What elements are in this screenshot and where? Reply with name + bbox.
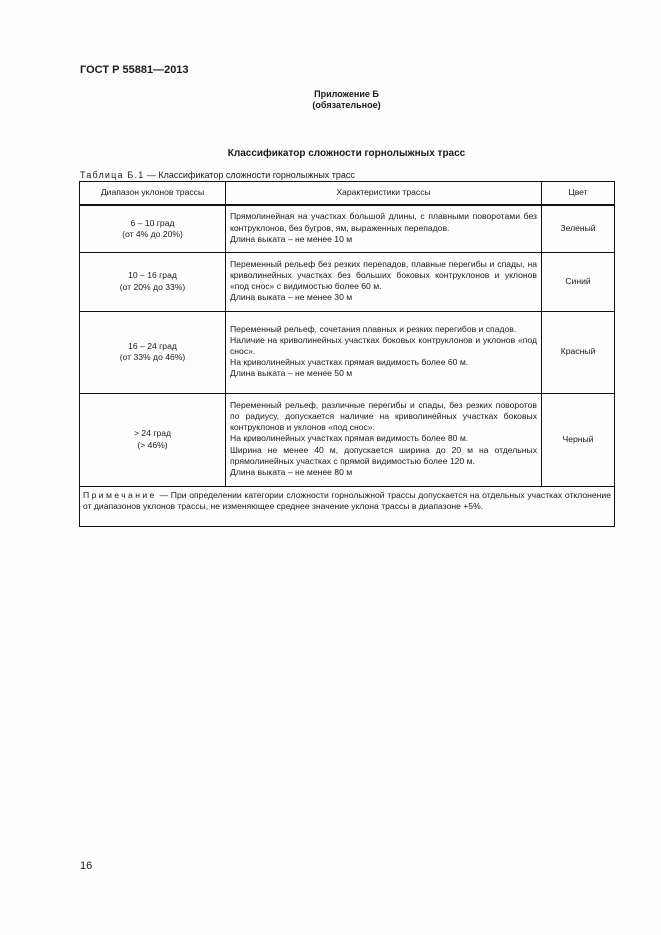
table-row — [80, 205, 615, 252]
note-label: Примечание — [83, 489, 157, 500]
section-title: Классификатор сложности горнолыжных трасс — [227, 148, 466, 159]
characteristics-cell — [226, 393, 542, 486]
table-row — [80, 252, 615, 311]
range-percent: (> 46%) — [137, 439, 168, 450]
range-degrees: 6 – 10 град — [130, 217, 175, 228]
characteristic-line: Длина выката – не менее 80 м — [230, 466, 353, 477]
color-cell: Красный — [542, 311, 615, 393]
characteristic-line: Длина выката – не менее 10 м — [230, 233, 353, 244]
characteristic-line: Длина выката – не менее 30 м — [230, 292, 353, 303]
header-color: Цвет — [542, 182, 615, 206]
header-range: Диапазон уклонов трассы — [80, 182, 226, 206]
table-note — [80, 486, 615, 526]
color-cell: Зеленый — [542, 205, 615, 252]
characteristic-line: Ширина не менее 40 м, допускается ширина до 20 м на отдельных прямолинейных участках с прямой видимостью более 120 м. — [230, 444, 537, 466]
characteristic-line: Прямолинейная на участках большой длины, с плавными поворотами без контруклонов, без бугров, ям, выраженных перепадов. — [230, 211, 537, 233]
range-cell — [80, 252, 226, 311]
range-degrees: > 24 град — [133, 428, 172, 439]
document-code: ГОСТ Р 55881—2013 — [80, 64, 189, 76]
characteristic-line: Переменный рельеф, сочетания плавных и резких перегибов и спадов. — [230, 323, 517, 334]
characteristic-line: Переменный рельеф, различные перегибы и спады, без резких поворотов по радиусу, допускается наличие на криволинейных участках боковых контруклонов и уклонов «под снос». — [230, 399, 537, 433]
range-degrees: 16 – 24 град — [128, 340, 177, 351]
appendix-title: Приложение Б — [314, 89, 379, 99]
table-row — [80, 393, 615, 486]
range-percent: (от 4% до 20%) — [122, 228, 183, 239]
table-note-row — [80, 486, 615, 526]
characteristic-line: Длина выката – не менее 50 м — [230, 368, 353, 379]
characteristics-cell — [226, 311, 542, 393]
table-caption-text: — Классификатор сложности горнолыжных трасс — [144, 170, 355, 180]
table-caption — [80, 170, 355, 180]
classification-table — [79, 181, 615, 527]
appendix-status: (обязательное) — [312, 100, 381, 110]
header-characteristics: Характеристики трассы — [226, 182, 542, 206]
range-cell — [80, 205, 226, 252]
table-caption-label: Таблица Б.1 — [80, 170, 145, 180]
page-number: 16 — [80, 860, 93, 872]
characteristic-line: Наличие на криволинейных участках боковых контруклонов и уклонов «под снос». — [230, 334, 537, 356]
table-header-row — [80, 182, 615, 206]
characteristics-cell — [226, 205, 542, 252]
characteristics-cell — [226, 252, 542, 311]
table-row — [80, 311, 615, 393]
range-degrees: 10 – 16 град — [128, 270, 177, 281]
note-text: — При определении категории сложности горнолыжной трассы допускается на отдельных участках отклонение от диапазонов уклонов трассы, не изменяющее среднее значение уклона трассы в диапазоне +5%. — [83, 489, 611, 511]
range-percent: (от 33% до 46%) — [119, 352, 186, 362]
characteristic-line: Переменный рельеф без резких перепадов, плавные перегибы и спады, на криволинейных участках без больших боковых контруклонов и уклонов «под снос» с видимостью более 60 м. — [230, 258, 537, 291]
characteristic-line: На криволинейных участках прямая видимость более 60 м. — [230, 357, 469, 368]
range-percent: (от 20% до 33%) — [119, 281, 186, 292]
range-cell — [80, 311, 226, 393]
characteristic-line: На криволинейных участках прямая видимость более 80 м. — [230, 433, 469, 444]
color-cell: Синий — [542, 252, 615, 311]
range-cell — [80, 393, 226, 486]
color-cell: Черный — [542, 393, 615, 486]
